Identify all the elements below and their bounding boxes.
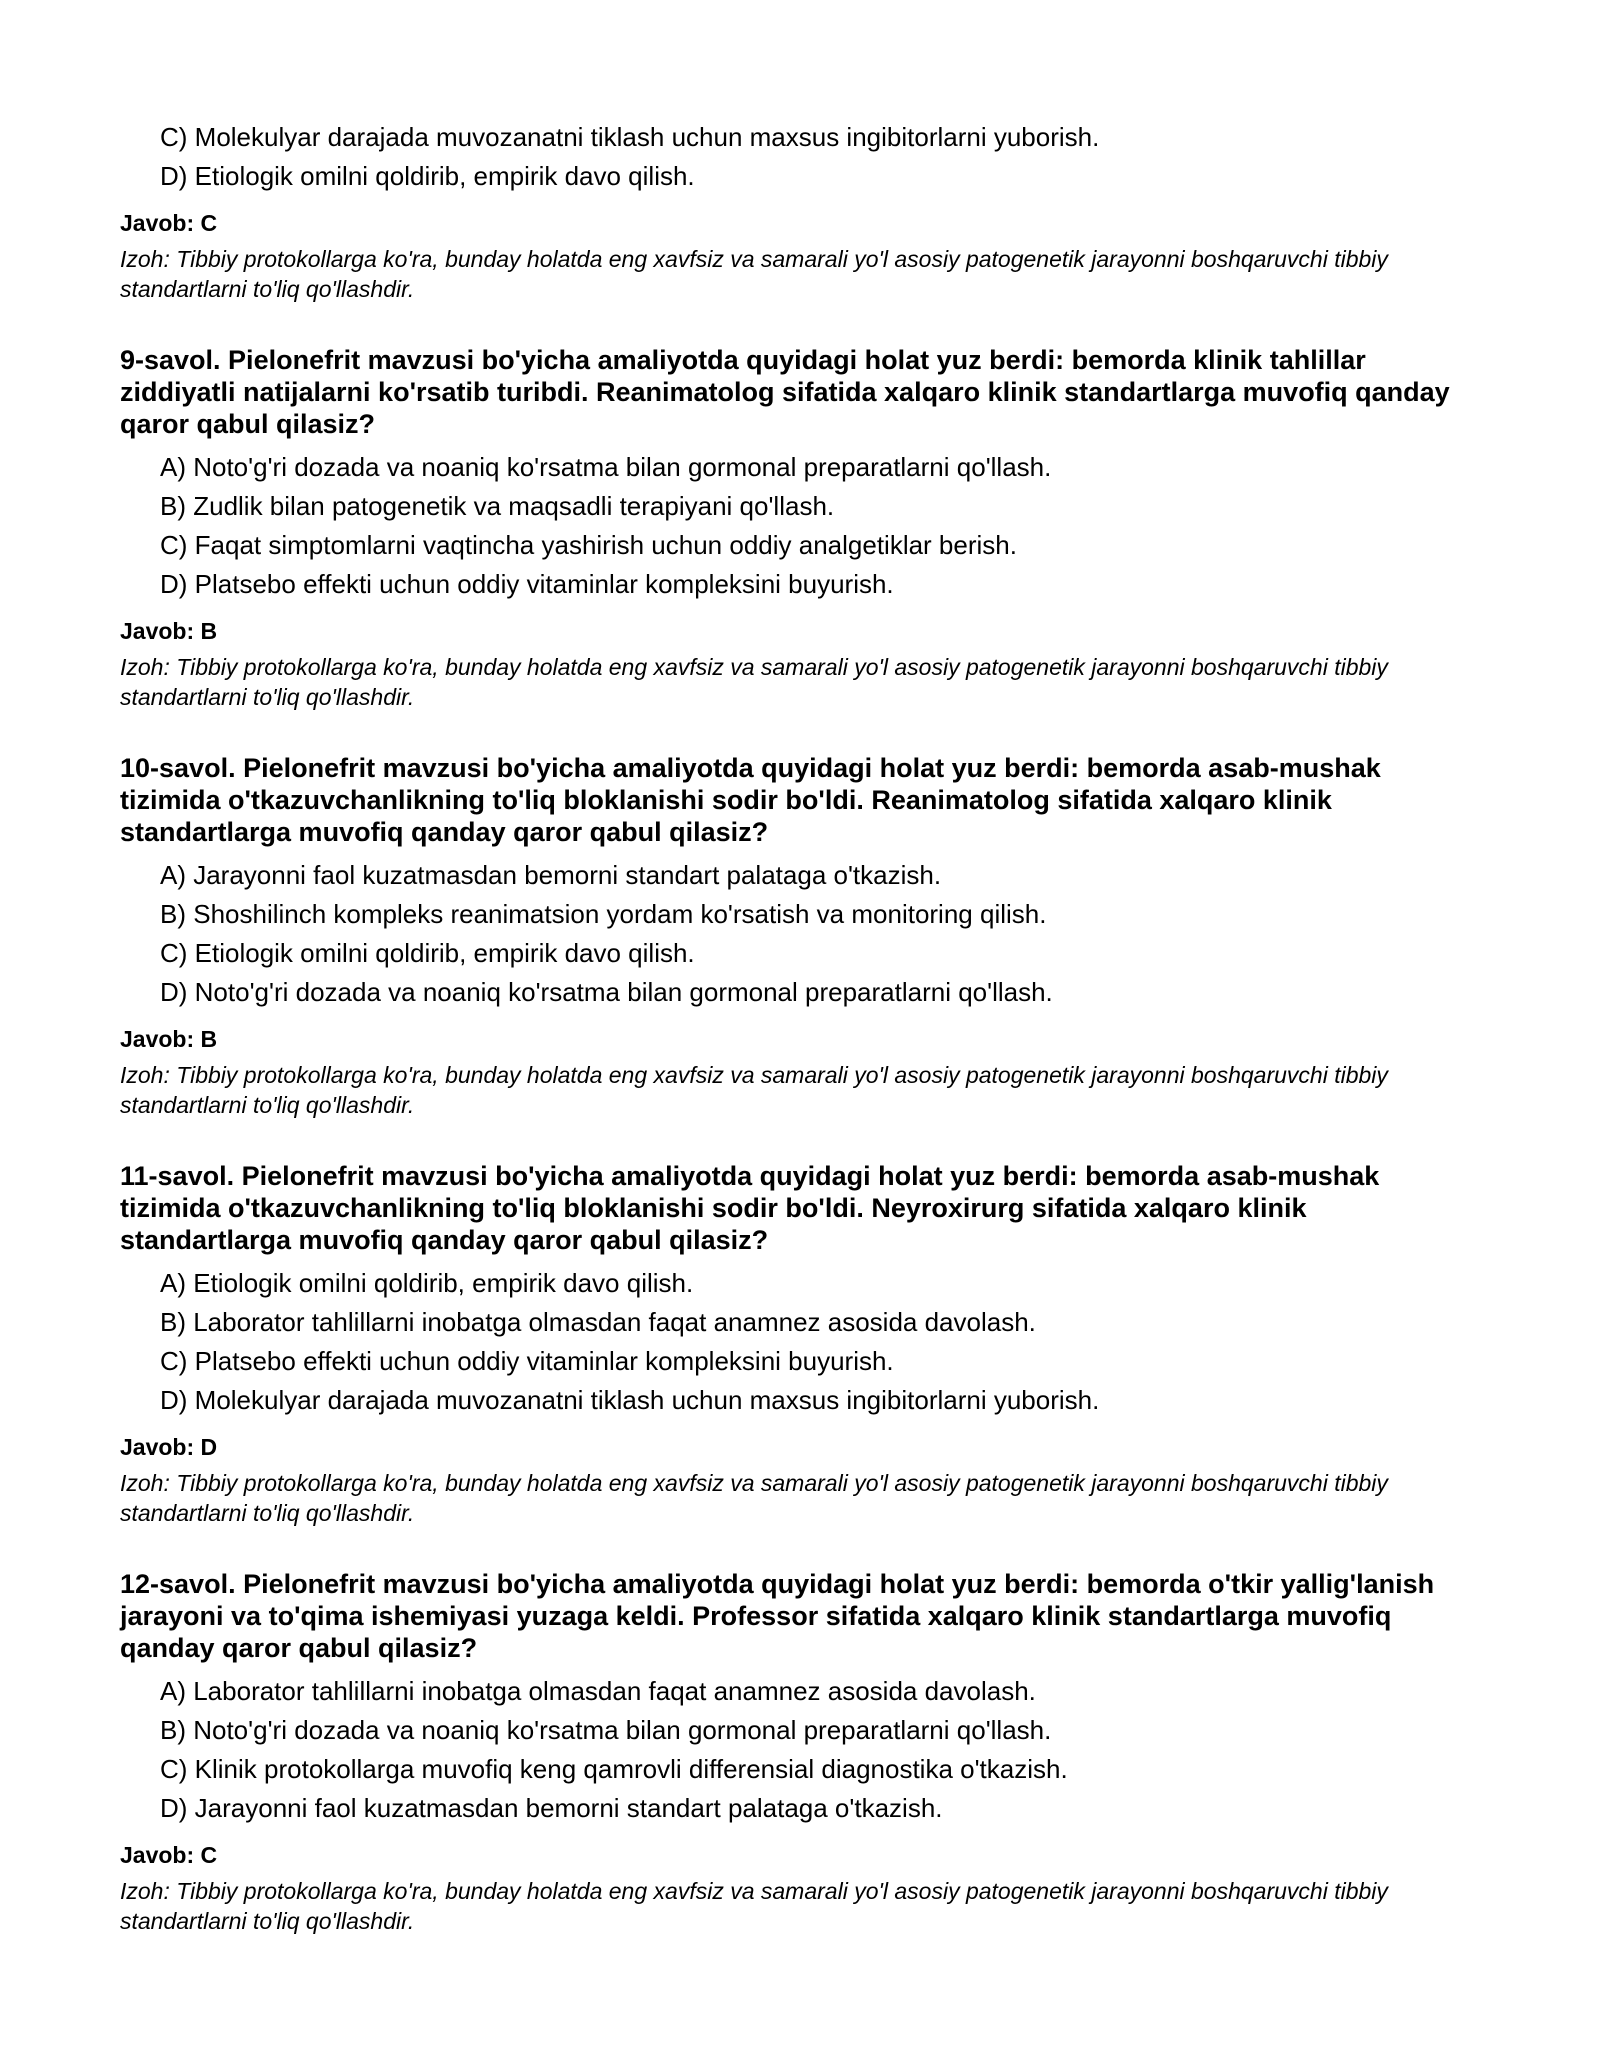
answer-label: Javob: C bbox=[120, 1842, 218, 1868]
question-title: 10-savol. Pielonefrit mavzusi bo'yicha amaliyotda quyidagi holat yuz berdi: bemorda asab-mushak tizimida o'tkazuvchanlikning to'liq bloklanishi sodir bo'ldi. Reanimatolog sifatida xalqaro klinik standartlarga muvofiq qanday qaror qabul qilasiz? bbox=[120, 753, 1381, 847]
option-c: C) Platsebo effekti uchun oddiy vitaminlar kompleksini buyurish. bbox=[160, 1346, 894, 1376]
question-12 bbox=[120, 1568, 1480, 1936]
option-d: D) Noto'g'ri dozada va noaniq ko'rsatma bilan gormonal preparatlarni qo'llash. bbox=[160, 977, 1053, 1007]
option-d: D) Platsebo effekti uchun oddiy vitaminlar kompleksini buyurish. bbox=[160, 569, 894, 599]
option-c: C) Molekulyar darajada muvozanatni tiklash uchun maxsus ingibitorlarni yuborish. bbox=[160, 122, 1100, 152]
question-8-continuation bbox=[120, 118, 1480, 304]
explanation-note: Izoh: Tibbiy protokollarga ko'ra, bunday holatda eng xavfsiz va samarali yo'l asosiy patogenetik jarayonni boshqaruvchi tibbiy standartlarni to'liq qo'llashdir. bbox=[120, 1062, 1388, 1118]
explanation-note: Izoh: Tibbiy protokollarga ko'ra, bunday holatda eng xavfsiz va samarali yo'l asosiy patogenetik jarayonni boshqaruvchi tibbiy standartlarni to'liq qo'llashdir. bbox=[120, 1878, 1388, 1934]
answer-label: Javob: B bbox=[120, 1026, 218, 1052]
answer-label: Javob: C bbox=[120, 210, 218, 236]
option-b: B) Laborator tahlillarni inobatga olmasdan faqat anamnez asosida davolash. bbox=[160, 1307, 1036, 1337]
option-c: C) Etiologik omilni qoldirib, empirik davo qilish. bbox=[160, 938, 695, 968]
option-c: C) Klinik protokollarga muvofiq keng qamrovli differensial diagnostika o'tkazish. bbox=[160, 1754, 1068, 1784]
question-9 bbox=[120, 344, 1480, 712]
answer-label: Javob: D bbox=[120, 1434, 218, 1460]
option-a: A) Noto'g'ri dozada va noaniq ko'rsatma bilan gormonal preparatlarni qo'llash. bbox=[160, 452, 1052, 482]
option-b: B) Zudlik bilan patogenetik va maqsadli terapiyani qo'llash. bbox=[160, 491, 835, 521]
question-11 bbox=[120, 1160, 1480, 1528]
option-a: A) Jarayonni faol kuzatmasdan bemorni standart palataga o'tkazish. bbox=[160, 860, 942, 890]
option-d: D) Molekulyar darajada muvozanatni tiklash uchun maxsus ingibitorlarni yuborish. bbox=[160, 1385, 1100, 1415]
option-a: A) Etiologik omilni qoldirib, empirik davo qilish. bbox=[160, 1268, 694, 1298]
option-d: D) Jarayonni faol kuzatmasdan bemorni standart palataga o'tkazish. bbox=[160, 1793, 943, 1823]
option-b: B) Noto'g'ri dozada va noaniq ko'rsatma bilan gormonal preparatlarni qo'llash. bbox=[160, 1715, 1052, 1745]
question-title: 12-savol. Pielonefrit mavzusi bo'yicha amaliyotda quyidagi holat yuz berdi: bemorda o'tkir yallig'lanish jarayoni va to'qima ishemiyasi yuzaga keldi. Professor sifatida xalqaro klinik standartlarga muvofiq qanday qaror qabul qilasiz? bbox=[120, 1569, 1435, 1663]
question-10 bbox=[120, 752, 1480, 1120]
explanation-note: Izoh: Tibbiy protokollarga ko'ra, bunday holatda eng xavfsiz va samarali yo'l asosiy patogenetik jarayonni boshqaruvchi tibbiy standartlarni to'liq qo'llashdir. bbox=[120, 654, 1388, 710]
document-page bbox=[120, 118, 1480, 1936]
option-c: C) Faqat simptomlarni vaqtincha yashirish uchun oddiy analgetiklar berish. bbox=[160, 530, 1017, 560]
answer-label: Javob: B bbox=[120, 618, 218, 644]
option-a: A) Laborator tahlillarni inobatga olmasdan faqat anamnez asosida davolash. bbox=[160, 1676, 1036, 1706]
option-d: D) Etiologik omilni qoldirib, empirik davo qilish. bbox=[160, 161, 695, 191]
explanation-note: Izoh: Tibbiy protokollarga ko'ra, bunday holatda eng xavfsiz va samarali yo'l asosiy patogenetik jarayonni boshqaruvchi tibbiy standartlarni to'liq qo'llashdir. bbox=[120, 246, 1388, 302]
question-title: 11-savol. Pielonefrit mavzusi bo'yicha amaliyotda quyidagi holat yuz berdi: bemorda asab-mushak tizimida o'tkazuvchanlikning to'liq bloklanishi sodir bo'ldi. Neyroxirurg sifatida xalqaro klinik standartlarga muvofiq qanday qaror qabul qilasiz? bbox=[120, 1161, 1380, 1255]
option-b: B) Shoshilinch kompleks reanimatsion yordam ko'rsatish va monitoring qilish. bbox=[160, 899, 1047, 929]
question-title: 9-savol. Pielonefrit mavzusi bo'yicha amaliyotda quyidagi holat yuz berdi: bemorda klinik tahlillar ziddiyatli natijalarni ko'rsatib turibdi. Reanimatolog sifatida xalqaro klinik standartlarga muvofiq qanday qaror qabul qilasiz? bbox=[120, 345, 1450, 439]
explanation-note: Izoh: Tibbiy protokollarga ko'ra, bunday holatda eng xavfsiz va samarali yo'l asosiy patogenetik jarayonni boshqaruvchi tibbiy standartlarni to'liq qo'llashdir. bbox=[120, 1470, 1388, 1526]
